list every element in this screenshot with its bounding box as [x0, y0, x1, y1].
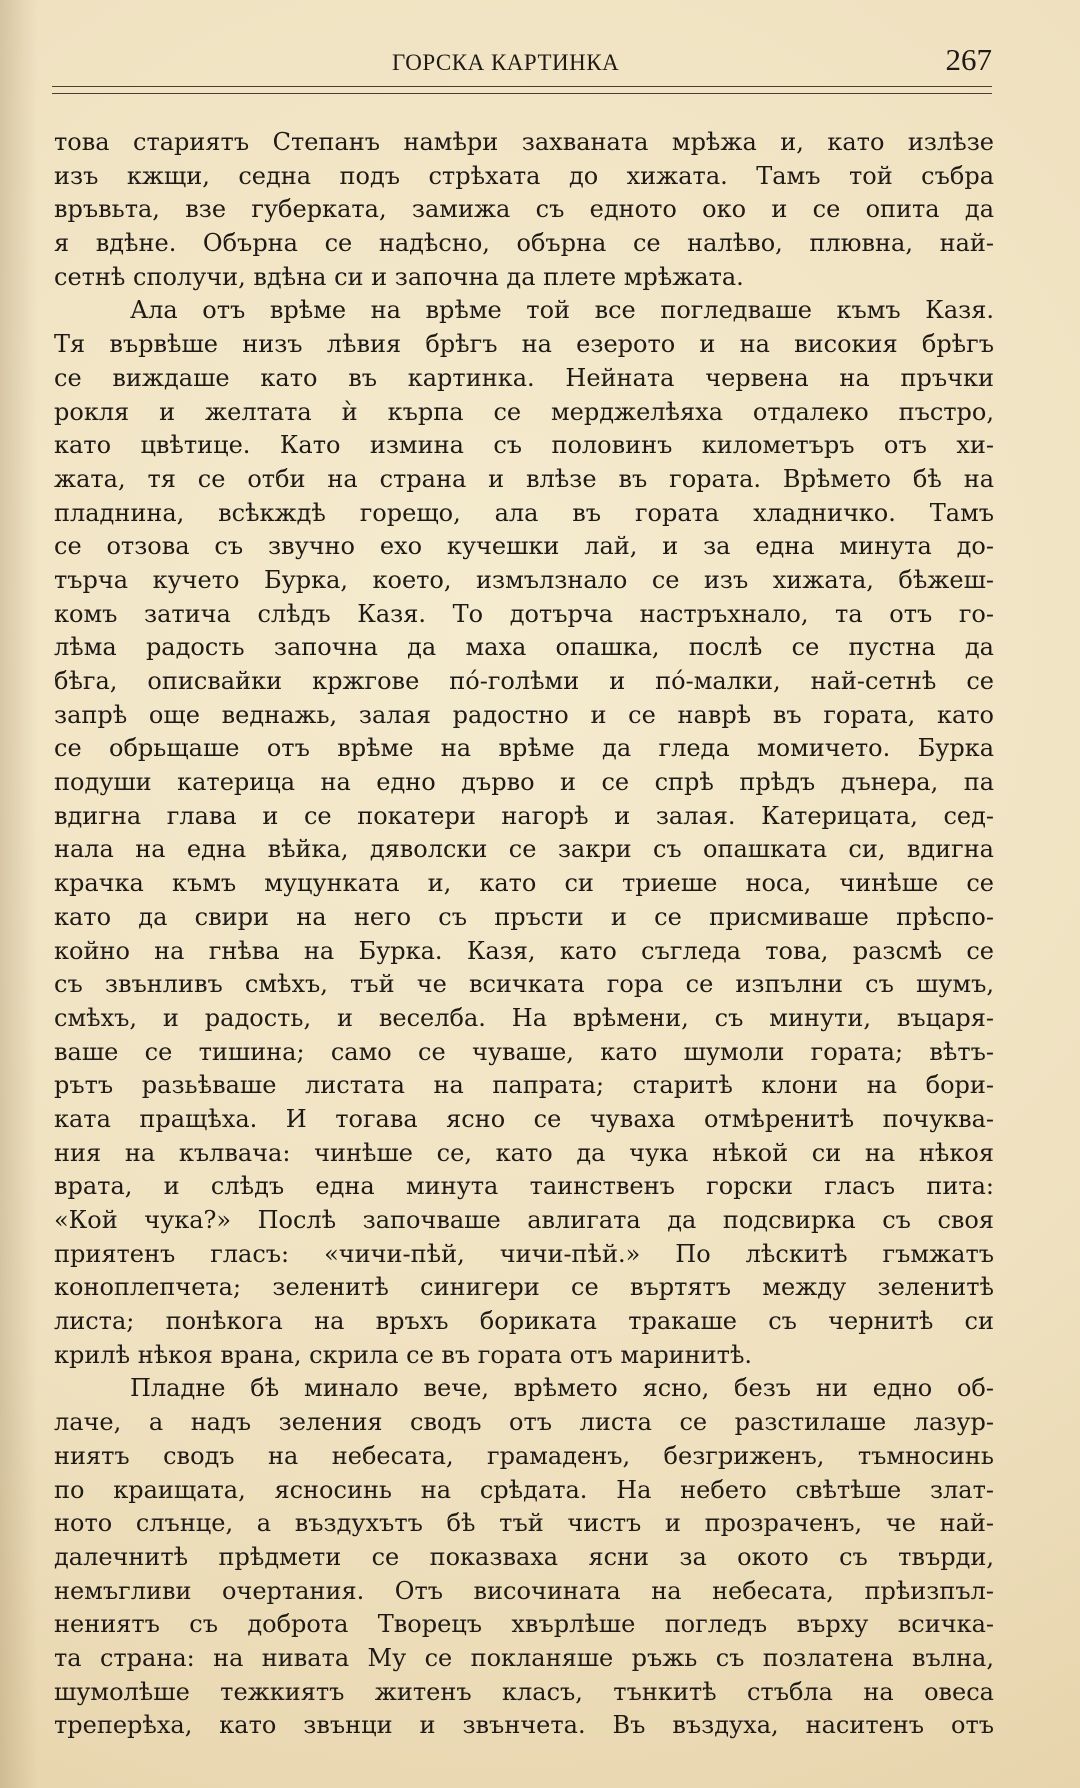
text-line: по краищата, ясносинь на срѣдата. На небето свѣтѣше злат- — [54, 1475, 994, 1504]
text-line: приятенъ гласъ: «чичи-пѣй, чичи-пѣй.» По лѣскитѣ гъмжатъ — [54, 1239, 994, 1268]
text-line: листа; понѣкога на връхъ бориката тракаше съ чернитѣ си — [54, 1307, 994, 1336]
text-line: далечнитѣ прѣдмети се показваха ясни за окото съ твърди, — [54, 1542, 994, 1571]
page-header — [52, 42, 992, 84]
text-line: смѣхъ, и радость, и веселба. На врѣмени, съ минути, въцаря- — [54, 1003, 994, 1032]
text-line: връвьта, взе губерката, замижа съ едното око и се опита да — [54, 195, 994, 224]
text-line: врата, и слѣдъ една минута таинственъ горски гласъ пита: — [54, 1172, 994, 1201]
text-line: запрѣ още веднажь, залая радостно и се наврѣ въ гората, като — [54, 700, 994, 729]
text-line: ното слънце, а въздухътъ бѣ тъй чистъ и прозраченъ, че най- — [54, 1509, 994, 1538]
text-line: немъгливи очертания. Отъ височината на небесата, прѣизпъл- — [54, 1576, 994, 1605]
text-line: се виждаше като въ картинка. Нейната червена на пръчки — [54, 363, 994, 392]
text-line: изъ кжщи, седна подъ стрѣхата до хижата. Тамъ той събра — [54, 161, 994, 190]
text-line: койно на гнѣва на Бурка. Казя, като съгледа това, разсмѣ се — [54, 936, 994, 965]
text-line: се отзова съ звучно ехо кучешки лай, и за една минута до- — [54, 532, 994, 561]
text-line: Тя вървѣше низъ лѣвия брѣгъ на езерото и на високия брѣгъ — [54, 330, 994, 359]
text-line: като да свири на него съ пръсти и се присмиваше прѣспо- — [54, 902, 994, 931]
text-line: сетнѣ сполучи, вдѣна си и започна да плете мрѣжата. — [54, 262, 744, 291]
text-line: я вдѣне. Обърна се надѣсно, обърна се налѣво, плювна, най- — [54, 229, 994, 258]
text-line: крилѣ нѣкоя врана, скрила се въ гората отъ маринитѣ. — [54, 1340, 753, 1369]
text-line: жата, тя се отби на страна и влѣзе въ гората. Врѣмето бѣ на — [54, 464, 994, 493]
body-text — [54, 126, 994, 1766]
header-rule-top — [52, 86, 992, 87]
text-line: ката пращѣха. И тогава ясно се чуваха отмѣренитѣ почуква- — [54, 1104, 994, 1133]
text-line: нала на една вѣйка, дяволски се закри съ опашката си, вдигна — [54, 835, 994, 864]
text-line: крачка къмъ муцунката и, като си триеше носа, чинѣше се — [54, 869, 994, 898]
text-line: «Кой чука?» Послѣ започваше авлигата да подсвирка съ своя — [54, 1206, 994, 1234]
text-line: това стариятъ Степанъ намѣри захваната мрѣжа и, като излѣзе — [54, 128, 994, 156]
text-line: вдигна глава и се покатери нагорѣ и залая. Катерицата, сед- — [54, 801, 994, 830]
text-line: ниятъ сводъ на небесата, грамаденъ, безгриженъ, тъмносинь — [54, 1441, 994, 1470]
running-title: ГОРСКА КАРТИНКА — [392, 50, 620, 75]
text-line: та страна: на нивата Му се покланяше ръжь съ позлатена вълна, — [54, 1643, 994, 1672]
text-line: треперѣха, като звънци и звънчета. Въ въздуха, наситенъ отъ — [54, 1711, 994, 1740]
page-number: 267 — [945, 42, 992, 77]
text-line: Пладне бѣ минало вече, врѣмето ясно, безъ ни едно об- — [130, 1374, 994, 1403]
spine-shadow — [0, 0, 38, 1788]
text-line: пладнина, всѣкждѣ горещо, ала въ гората хладничко. Тамъ — [54, 498, 994, 527]
text-line: рокля и желтата ѝ кърпа се мерджелѣяха отдалеко пъстро, — [54, 397, 994, 426]
text-line: Ала отъ врѣме на врѣме той все погледваше къмъ Казя. — [130, 296, 994, 325]
text-line: бѣга, описвайки кржгове по́-голѣми и по́-малки, най-сетнѣ се — [54, 667, 994, 695]
text-line: съ звънливъ смѣхъ, тъй че всичката гора се изпълни съ шумъ, — [54, 970, 994, 999]
text-line: лаче, а надъ зеления сводъ отъ листа се разстилаше лазур- — [54, 1408, 994, 1437]
text-line: рътъ разьѣваше листата на папрата; старитѣ клони на бори- — [54, 1071, 994, 1100]
text-line: се обрьщаше отъ врѣме на врѣме да гледа момичето. Бурка — [54, 734, 994, 763]
text-line: комъ затича слѣдъ Казя. То дотърча настръхнало, та отъ го- — [54, 599, 994, 628]
header-rule-bottom — [52, 93, 992, 94]
text-line: лѣма радость започна да маха опашка, послѣ се пустна да — [54, 633, 994, 662]
text-line: коноплепчета; зеленитѣ синигери се въртятъ между зеленитѣ — [54, 1273, 994, 1302]
text-line: търча кучето Бурка, което, измълзнало се изъ хижата, бѣжеш- — [54, 565, 994, 594]
text-line: като цвѣтице. Като измина съ половинъ километъръ отъ хи- — [54, 431, 994, 460]
text-line: шумолѣше тежкиятъ житенъ класъ, тънкитѣ стъбла на овеса — [54, 1677, 994, 1706]
text-line: подуши катерица на едно дърво и се спрѣ прѣдъ дънера, па — [54, 768, 994, 797]
text-line: ния на кълвача: чинѣше се, като да чука нѣкой си на нѣкоя — [54, 1138, 994, 1167]
text-line: нениятъ съ доброта Творецъ хвърлѣше погледъ върху всичка- — [54, 1610, 994, 1639]
text-line: ваше се тишина; само се чуваше, като шумоли гората; вѣтъ- — [54, 1037, 994, 1066]
